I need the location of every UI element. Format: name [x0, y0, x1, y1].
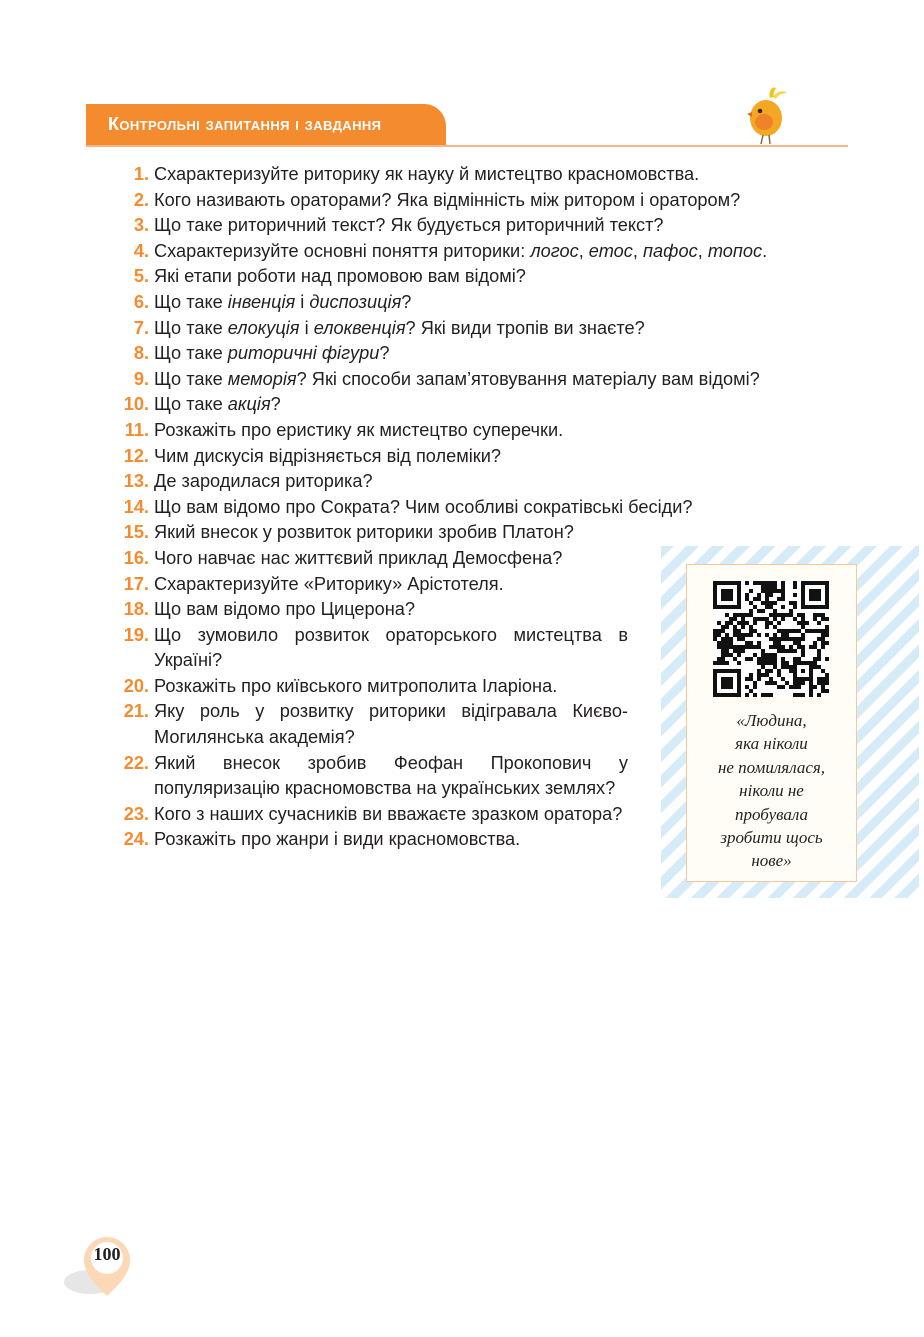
term-italic: елоквенція — [313, 317, 406, 338]
question-text — [154, 520, 574, 546]
question-item — [100, 341, 860, 367]
text-run: . — [762, 240, 768, 261]
text-run: Розкажіть про київського митрополита Іларіона. — [154, 675, 558, 696]
text-run: Що таке — [154, 343, 228, 364]
question-number: 21. — [123, 701, 149, 722]
section-header-banner — [86, 104, 446, 146]
question-item — [100, 495, 860, 521]
text-run: Розкажіть про еристику як мистецтво суперечки. — [154, 419, 564, 440]
question-text — [154, 290, 411, 316]
question-item — [100, 444, 860, 470]
question-item — [100, 367, 860, 393]
question-number: 12. — [123, 445, 149, 466]
text-run: ? Які види тропів ви знаєте? — [405, 317, 645, 338]
text-run: Схарактеризуйте «Риторику» Арістотеля. — [154, 573, 504, 594]
question-text — [154, 469, 373, 495]
question-number: 22. — [123, 752, 149, 773]
question-number: 17. — [123, 573, 149, 594]
text-run: Що вам відомо про Цицерона? — [154, 599, 416, 620]
text-run: Схарактеризуйте риторику як науку й мистецтво красномовства. — [154, 164, 700, 184]
question-text — [154, 572, 504, 598]
question-number: 14. — [123, 496, 149, 517]
text-run: Що таке — [154, 317, 228, 338]
text-run: Що вам відомо про Сократа? Чим особливі сократівські бесіди? — [154, 496, 693, 517]
question-number: 8. — [133, 343, 149, 364]
text-run: Схарактеризуйте основні поняття риторики: — [154, 240, 531, 261]
question-text — [154, 162, 699, 188]
term-italic: логос — [530, 240, 579, 261]
question-number: 19. — [123, 624, 149, 645]
question-item — [100, 290, 860, 316]
question-number: 9. — [133, 368, 149, 389]
page-number: 100 — [93, 1244, 121, 1264]
quote-line: не помилялася, — [717, 757, 826, 777]
question-number: 1. — [133, 164, 149, 184]
text-run: ? — [270, 394, 281, 415]
question-text — [154, 827, 520, 853]
question-item — [100, 188, 860, 214]
text-run: , — [578, 240, 589, 261]
text-run: Який внесок у розвиток риторики зробив Платон? — [154, 522, 574, 543]
question-text — [154, 623, 628, 674]
text-run: , — [632, 240, 643, 261]
text-run: Що таке — [154, 394, 228, 415]
question-number: 3. — [133, 215, 149, 236]
quote-line: яка ніколи — [735, 734, 808, 754]
text-run: Який внесок зробив Феофан Прокопович у популяризацію красномовства на українських землях? — [154, 752, 628, 799]
question-number: 4. — [133, 240, 149, 261]
term-italic: риторичні фігури — [227, 343, 380, 364]
text-run: Що зумовило розвиток ораторського мистецтва в Україні? — [154, 624, 628, 671]
qr-code-icon[interactable] — [713, 581, 829, 697]
question-text — [154, 802, 628, 828]
question-text — [154, 341, 390, 367]
quote-line: зробити щось — [720, 828, 823, 848]
question-item — [100, 469, 860, 495]
text-run: Яку роль у розвитку риторики відігравала Києво-Могилянська академія? — [154, 701, 628, 748]
question-item — [100, 316, 860, 342]
term-italic: етос — [588, 240, 633, 261]
question-text — [154, 546, 562, 572]
question-number: 7. — [133, 317, 149, 338]
quote-line: пробувала — [734, 804, 809, 824]
term-italic: меморія — [227, 368, 297, 389]
quote-line: «Людина, — [736, 711, 807, 730]
question-text — [154, 444, 501, 470]
question-number: 15. — [123, 522, 149, 543]
text-run: Кого називають ораторами? Яка відмінність між ритором і оратором? — [154, 189, 741, 210]
term-italic: інвенція — [227, 291, 296, 312]
question-item — [100, 418, 860, 444]
question-number: 2. — [133, 189, 149, 210]
bird-icon — [740, 84, 790, 148]
text-run: ? Які способи запам’ятовування матеріалу вам відомі? — [296, 368, 760, 389]
term-italic: топос — [707, 240, 763, 261]
text-run: і — [299, 317, 314, 338]
page-marker-icon — [62, 1230, 142, 1302]
section-title: Контрольні запитання і завдання — [108, 114, 382, 134]
question-text — [154, 316, 645, 342]
header-divider — [86, 145, 848, 147]
quote-text — [687, 709, 856, 873]
question-number: 20. — [123, 675, 149, 696]
question-item — [100, 162, 860, 188]
text-run: Що таке — [154, 368, 228, 389]
question-text — [154, 188, 740, 214]
term-italic: диспозиція — [309, 291, 402, 312]
quote-line: ніколи не — [739, 781, 804, 801]
question-text — [154, 674, 557, 700]
question-number: 13. — [123, 471, 149, 492]
text-run: і — [295, 291, 310, 312]
text-run: ? — [401, 291, 412, 312]
question-text — [154, 597, 415, 623]
text-run: Що таке — [154, 291, 228, 312]
question-text — [154, 751, 628, 802]
text-run: Де зародилася риторика? — [154, 471, 373, 492]
question-text — [154, 239, 767, 265]
question-item — [100, 264, 860, 290]
question-text — [154, 495, 693, 521]
text-run: Кого з наших сучасників ви вважаєте зразком оратора? — [154, 803, 623, 824]
question-number: 18. — [123, 599, 149, 620]
question-item — [100, 392, 860, 418]
question-number: 24. — [123, 829, 149, 850]
question-text — [154, 367, 760, 393]
text-run: , — [697, 240, 708, 261]
question-text — [154, 392, 281, 418]
question-number: 16. — [123, 547, 149, 568]
question-item — [100, 213, 860, 239]
question-item — [100, 520, 860, 546]
text-run: Які етапи роботи над промовою вам відомі? — [154, 266, 526, 287]
text-run: Що таке риторичний текст? Як будується риторичний текст? — [154, 215, 664, 236]
quote-line: нове» — [751, 851, 792, 871]
term-italic: пафос — [642, 240, 698, 261]
question-item — [100, 239, 860, 265]
question-number: 11. — [124, 419, 149, 440]
quote-card — [686, 564, 857, 882]
question-number: 10. — [123, 394, 149, 415]
text-run: ? — [379, 343, 390, 364]
text-run: Розкажіть про жанри і види красномовства. — [154, 829, 521, 850]
question-text — [154, 699, 628, 750]
term-italic: акція — [227, 394, 271, 415]
term-italic: елокуція — [227, 317, 300, 338]
question-text — [154, 418, 563, 444]
question-number: 5. — [133, 266, 149, 287]
text-run: Чого навчає нас життєвий приклад Демосфена? — [154, 547, 563, 568]
text-run: Чим дискусія відрізняється від полеміки? — [154, 445, 502, 466]
question-text — [154, 213, 664, 239]
question-text — [154, 264, 526, 290]
question-number: 23. — [123, 803, 149, 824]
question-number: 6. — [133, 291, 149, 312]
